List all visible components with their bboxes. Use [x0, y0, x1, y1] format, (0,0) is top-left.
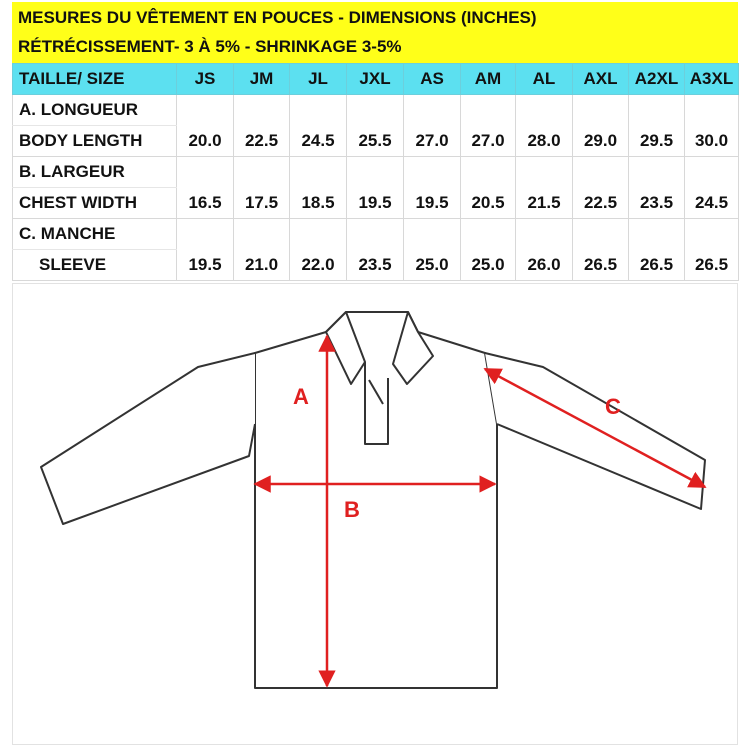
measure-cell: 26.0	[516, 250, 573, 281]
size-header: AS	[404, 64, 461, 95]
row-label-en: SLEEVE	[13, 250, 177, 281]
measure-cell: 30.0	[685, 126, 739, 157]
row-label-fr: B. LARGEUR	[13, 157, 177, 188]
measure-cell: 19.5	[404, 188, 461, 219]
measure-cell: 20.0	[177, 126, 234, 157]
measure-cell: 24.5	[290, 126, 347, 157]
sleeve-values-row	[13, 250, 739, 281]
measure-cell: 23.5	[629, 188, 685, 219]
measure-cell: 19.5	[177, 250, 234, 281]
size-header: A3XL	[685, 64, 739, 95]
measure-cell: 25.0	[404, 250, 461, 281]
size-header-row	[13, 64, 739, 95]
measure-cell: 21.0	[234, 250, 290, 281]
size-header: JXL	[347, 64, 404, 95]
measure-cell: 26.5	[573, 250, 629, 281]
title-banner	[12, 2, 738, 63]
measure-cell: 22.0	[290, 250, 347, 281]
size-header: JM	[234, 64, 290, 95]
measure-cell: 27.0	[461, 126, 516, 157]
measure-cell: 25.5	[347, 126, 404, 157]
measure-cell: 20.5	[461, 188, 516, 219]
shirt-outline-icon	[41, 312, 705, 688]
shirt-illustration	[13, 284, 739, 746]
measure-cell: 25.0	[461, 250, 516, 281]
size-header: A2XL	[629, 64, 685, 95]
size-header: JL	[290, 64, 347, 95]
title-line-1: MESURES DU VÊTEMENT EN POUCES - DIMENSIONS (INCHES)	[18, 8, 537, 27]
measure-cell: 22.5	[573, 188, 629, 219]
measure-cell: 26.5	[629, 250, 685, 281]
size-header: AM	[461, 64, 516, 95]
length-label-row	[13, 95, 739, 126]
row-label-fr: C. MANCHE	[13, 219, 177, 250]
measure-cell: 27.0	[404, 126, 461, 157]
label-a: A	[293, 384, 309, 409]
row-label-en: BODY LENGTH	[13, 126, 177, 157]
measure-cell: 17.5	[234, 188, 290, 219]
size-column-header: TAILLE/ SIZE	[13, 64, 177, 95]
measure-cell: 19.5	[347, 188, 404, 219]
sleeve-label-row	[13, 219, 739, 250]
size-chart-table	[12, 63, 739, 281]
label-b: B	[344, 497, 360, 522]
garment-diagram	[12, 283, 738, 745]
measure-cell: 26.5	[685, 250, 739, 281]
measure-cell: 18.5	[290, 188, 347, 219]
measure-cell: 23.5	[347, 250, 404, 281]
measure-cell: 16.5	[177, 188, 234, 219]
measure-cell: 28.0	[516, 126, 573, 157]
length-values-row	[13, 126, 739, 157]
measure-cell: 29.0	[573, 126, 629, 157]
size-header: AXL	[573, 64, 629, 95]
size-header: AL	[516, 64, 573, 95]
measure-cell: 22.5	[234, 126, 290, 157]
measure-cell: 21.5	[516, 188, 573, 219]
width-values-row	[13, 188, 739, 219]
width-label-row	[13, 157, 739, 188]
label-c: C	[605, 394, 621, 419]
size-header: JS	[177, 64, 234, 95]
measure-cell: 29.5	[629, 126, 685, 157]
row-label-fr: A. LONGUEUR	[13, 95, 177, 126]
row-label-en: CHEST WIDTH	[13, 188, 177, 219]
measure-cell: 24.5	[685, 188, 739, 219]
title-line-2: RÉTRÉCISSEMENT- 3 À 5% - SHRINKAGE 3-5%	[18, 37, 402, 56]
